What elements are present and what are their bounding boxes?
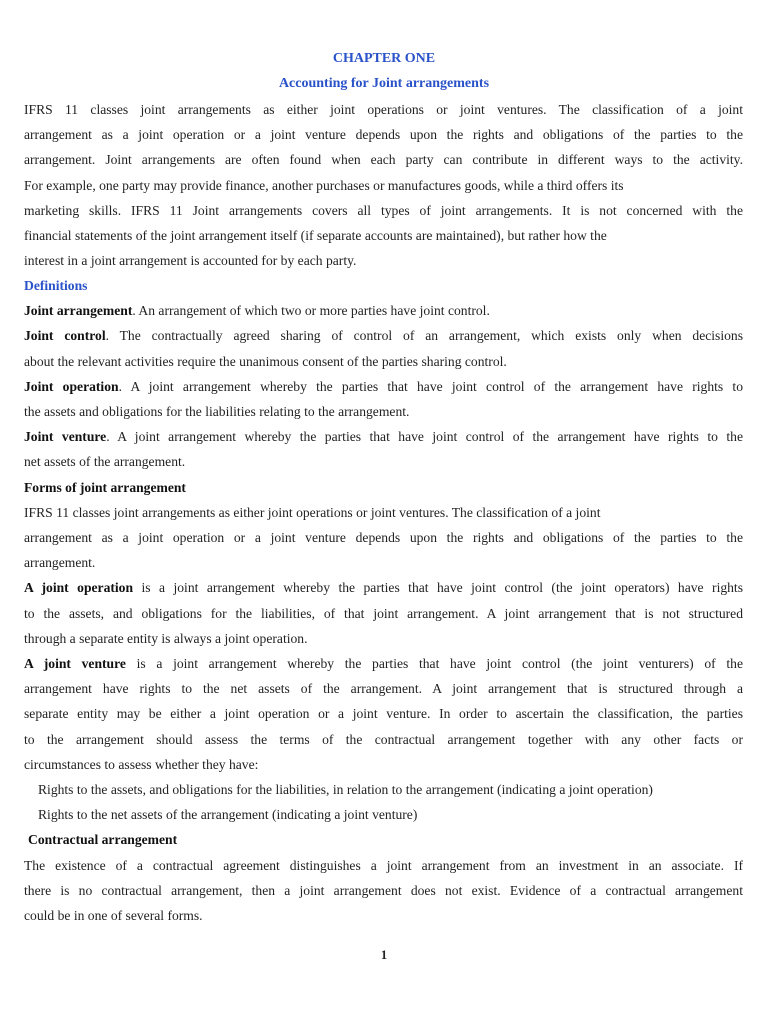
definition-term: Joint arrangement [24,303,133,319]
definition-joint-control [24,323,743,348]
definition-term: Joint operation [24,378,119,394]
paragraph-term: A joint operation [24,580,134,596]
text-line: IFRS 11 classes joint arrangements as either joint operations or joint ventures. The classification of a joint [24,102,743,117]
text-line: For example, one party may provide finance, another purchases or manufactures goods, while a third offers its [24,177,624,193]
text-line: arrangement as a joint operation or a joint venture depends upon the rights and obligations of the parties to the [24,127,743,143]
text-line: IFRS 11 classes joint arrangements as either joint operations or joint ventures. The classification of a joint [24,504,601,520]
joint-operation-paragraph [24,575,743,600]
definition-term: Joint venture [24,429,107,445]
joint-venture-paragraph [24,651,743,676]
text-line: the assets and obligations for the liabilities relating to the arrangement. [24,404,410,420]
text-line: The existence of a contractual agreement distinguishes a joint arrangement from an investment in an associate. If [24,857,743,873]
text-line: arrangement. [24,555,96,571]
bullet-item: Rights to the net assets of the arrangement (indicating a joint venture) [24,807,404,823]
forms-heading [24,475,743,500]
text-line: net assets of the arrangement. [24,454,186,470]
definition-text: . A joint arrangement whereby the parties that have joint control of the arrangement have rights to the [106,429,744,445]
text-line: arrangement as a joint operation or a joint venture depends upon the rights and obligations of the parties to the [24,530,743,546]
text-line: financial statements of the joint arrangement itself (if separate accounts are maintained), but rather how the [24,228,607,244]
definition-text: . A joint arrangement whereby the parties that have joint control of the arrangement have rights to [118,378,743,394]
definition-term: Joint control [24,328,106,344]
text-line: separate entity may be either a joint operation or a joint venture. In order to ascertain the classification, the parties [24,706,743,722]
text-line: through a separate entity is always a joint operation. [24,630,308,646]
forms-heading-text: Forms of joint arrangement [24,479,186,495]
contractual-heading-text: Contractual arrangement [28,832,178,848]
definition-joint-arrangement [24,298,743,323]
text-line: could be in one of several forms. [24,908,203,924]
text-line: to the arrangement should assess the terms of the contractual arrangement together with any other facts or [24,731,743,747]
chapter-title: Accounting for Joint arrangements [278,76,490,91]
text-line: about the relevant activities require the unanimous consent of the parties sharing control. [24,353,507,369]
definitions-section [24,273,743,928]
text-line: arrangement. Joint arrangements are often found when each party can contribute in different ways to the activity. [24,152,743,168]
text-line: marketing skills. IFRS 11 Joint arrangements covers all types of joint arrangements. It is not concerned with the [24,202,743,218]
paragraph-text: is a joint arrangement whereby the parties that have joint control (the joint venturers) of the [125,656,743,672]
definition-joint-venture [24,424,743,449]
text-line: arrangement have rights to the net assets of the arrangement. A joint arrangement that is structured through a [24,681,743,697]
definition-joint-operation [24,374,743,399]
chapter-label: CHAPTER ONE [332,51,436,66]
intro-paragraph [24,97,743,273]
contractual-heading [24,827,743,852]
text-line: there is no contractual arrangement, then a joint arrangement does not exist. Evidence of a contractual arrangement [24,882,743,898]
definitions-heading: Definitions [24,278,88,293]
text-line: interest in a joint arrangement is accounted for by each party. [24,253,357,269]
bullet-item: Rights to the assets, and obligations for the liabilities, in relation to the arrangement (indicating a joint operation) [24,782,639,798]
definition-text: . The contractually agreed sharing of control of an arrangement, which exists only when decisions [105,328,743,344]
text-line: circumstances to assess whether they have: [24,756,259,772]
definition-text: . An arrangement of which two or more parties have joint control. [132,303,490,319]
paragraph-text: is a joint arrangement whereby the parties that have joint control (the joint operators) have rights [133,580,744,596]
text-line: to the assets, and obligations for the liabilities, of that joint arrangement. A joint arrangement that is not structured [24,605,743,621]
page-number: 1 [380,948,388,962]
paragraph-term: A joint venture [24,656,126,672]
